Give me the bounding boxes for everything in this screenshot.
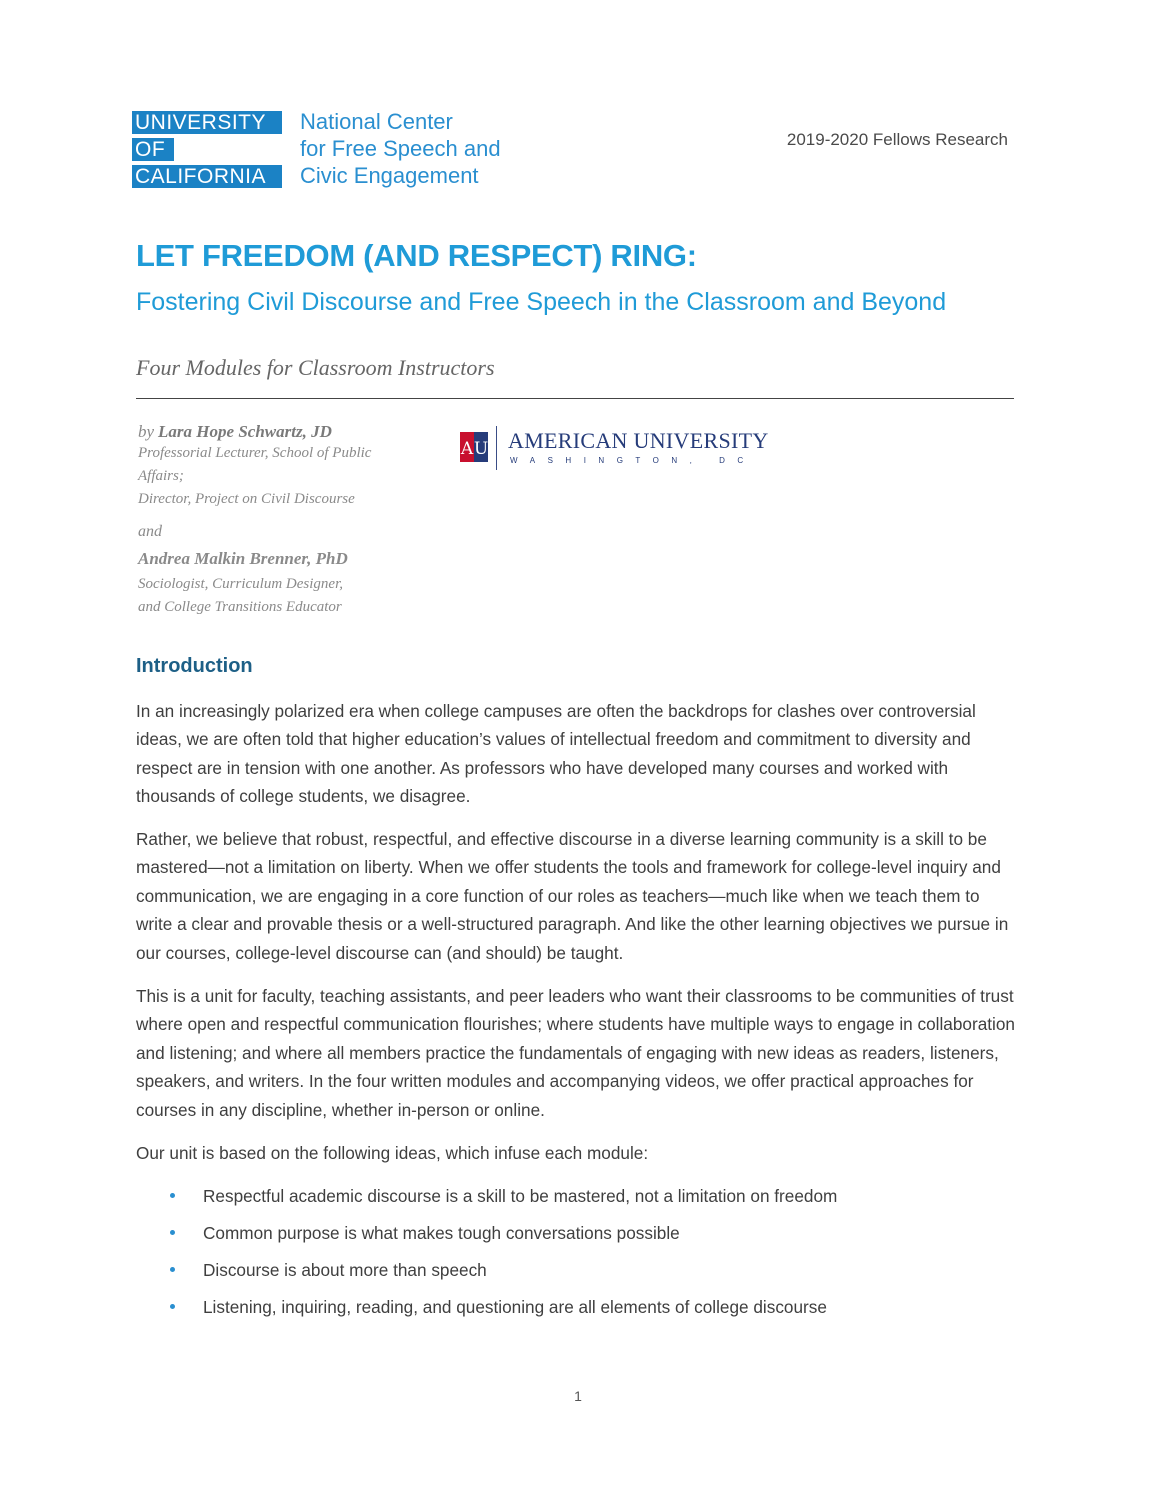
au-logo-separator <box>496 426 497 470</box>
author2-role: and College Transitions Educator <box>138 599 342 615</box>
author-block <box>138 422 418 619</box>
page-number: 1 <box>574 1388 582 1404</box>
author1-name: Lara Hope Schwartz, JD <box>158 422 332 441</box>
list-item-text: Common purpose is what makes tough conversations possible <box>203 1223 680 1243</box>
bullet-icon <box>170 1193 175 1198</box>
center-name <box>300 108 501 189</box>
center-name-line: Civic Engagement <box>300 163 479 188</box>
intro-paragraph: Rather, we believe that robust, respectful, and effective discourse in a diverse learning community is a skill to be mastered—not a limitation on liberty. When we offer students the tools and framework for college-level inquiry and communication, we are engaging in a core function of our roles as teachers—much like when we teach them to write a clear and provable thesis or a well-structured paragraph. And like the other learning objectives we pursue in our courses, college-level discourse can (and should) be taught. <box>136 829 1009 963</box>
center-name-line: National Center <box>300 109 453 134</box>
uc-logo-line: CALIFORNIA <box>132 165 282 188</box>
svg-text:A: A <box>460 439 474 459</box>
author2-name: Andrea Malkin Brenner, PhD <box>138 549 348 568</box>
list-item-text: Listening, inquiring, reading, and questioning are all elements of college discourse <box>203 1297 827 1317</box>
list-item-text: Respectful academic discourse is a skill to be mastered, not a limitation on freedom <box>203 1186 838 1206</box>
list-item <box>170 1219 1030 1256</box>
list-item <box>170 1182 1030 1219</box>
intro-paragraph: In an increasingly polarized era when college campuses are often the backdrops for clashes over controversial ideas, we are often told that higher education’s values of intellectual freedom and commitment to diversity and respect are in tension with one another. As professors who have developed many courses and worked with thousands of college students, we disagree. <box>136 701 976 807</box>
bullet-icon <box>170 1230 175 1235</box>
author2-role: Sociologist, Curriculum Designer, <box>138 576 343 592</box>
au-logo-city: WASHINGTON, DC <box>510 456 756 465</box>
bullet-icon <box>170 1304 175 1309</box>
page-subtitle: Fostering Civil Discourse and Free Speech in the Classroom and Beyond <box>136 288 947 316</box>
bullet-icon <box>170 1267 175 1272</box>
author1-role: Director, Project on Civil Discourse <box>138 491 355 507</box>
introduction-heading: Introduction <box>136 655 253 677</box>
author1-role: Professorial Lecturer, School of Public <box>138 445 372 461</box>
list-item <box>170 1293 1030 1330</box>
center-name-line: for Free Speech and <box>300 136 501 161</box>
svg-text:U: U <box>473 439 488 459</box>
ideas-list <box>170 1182 1030 1330</box>
title-divider <box>136 398 1014 399</box>
modules-caption: Four Modules for Classroom Instructors <box>136 355 495 380</box>
au-logo-name: AMERICAN UNIVERSITY <box>508 428 769 453</box>
uc-logo-line: UNIVERSITY <box>132 111 282 134</box>
list-item <box>170 1256 1030 1293</box>
list-item-text: Discourse is about more than speech <box>203 1260 487 1280</box>
by-label: by <box>138 422 155 441</box>
intro-paragraph: This is a unit for faculty, teaching assistants, and peer leaders who want their classrooms to be communities of trust where open and respectful communication flourishes; where students have multiple ways to engage in collaboration and listening; and where all members practice the fundamentals of engaging with new ideas as readers, listeners, speakers, and writers. In the four written modules and accompanying videos, we offer practical approaches for courses in any discipline, whether in-person or online. <box>136 986 1015 1120</box>
author1-role: Affairs; <box>138 468 184 484</box>
au-monogram-icon <box>460 432 488 462</box>
page-title: LET FREEDOM (AND RESPECT) RING: <box>136 238 697 273</box>
uc-logo <box>132 111 282 192</box>
fellows-label: 2019-2020 Fellows Research <box>786 130 1008 149</box>
intro-paragraph: Our unit is based on the following ideas, which infuse each module: <box>136 1143 649 1163</box>
uc-logo-line: OF <box>132 138 174 161</box>
and-label: and <box>138 523 162 540</box>
